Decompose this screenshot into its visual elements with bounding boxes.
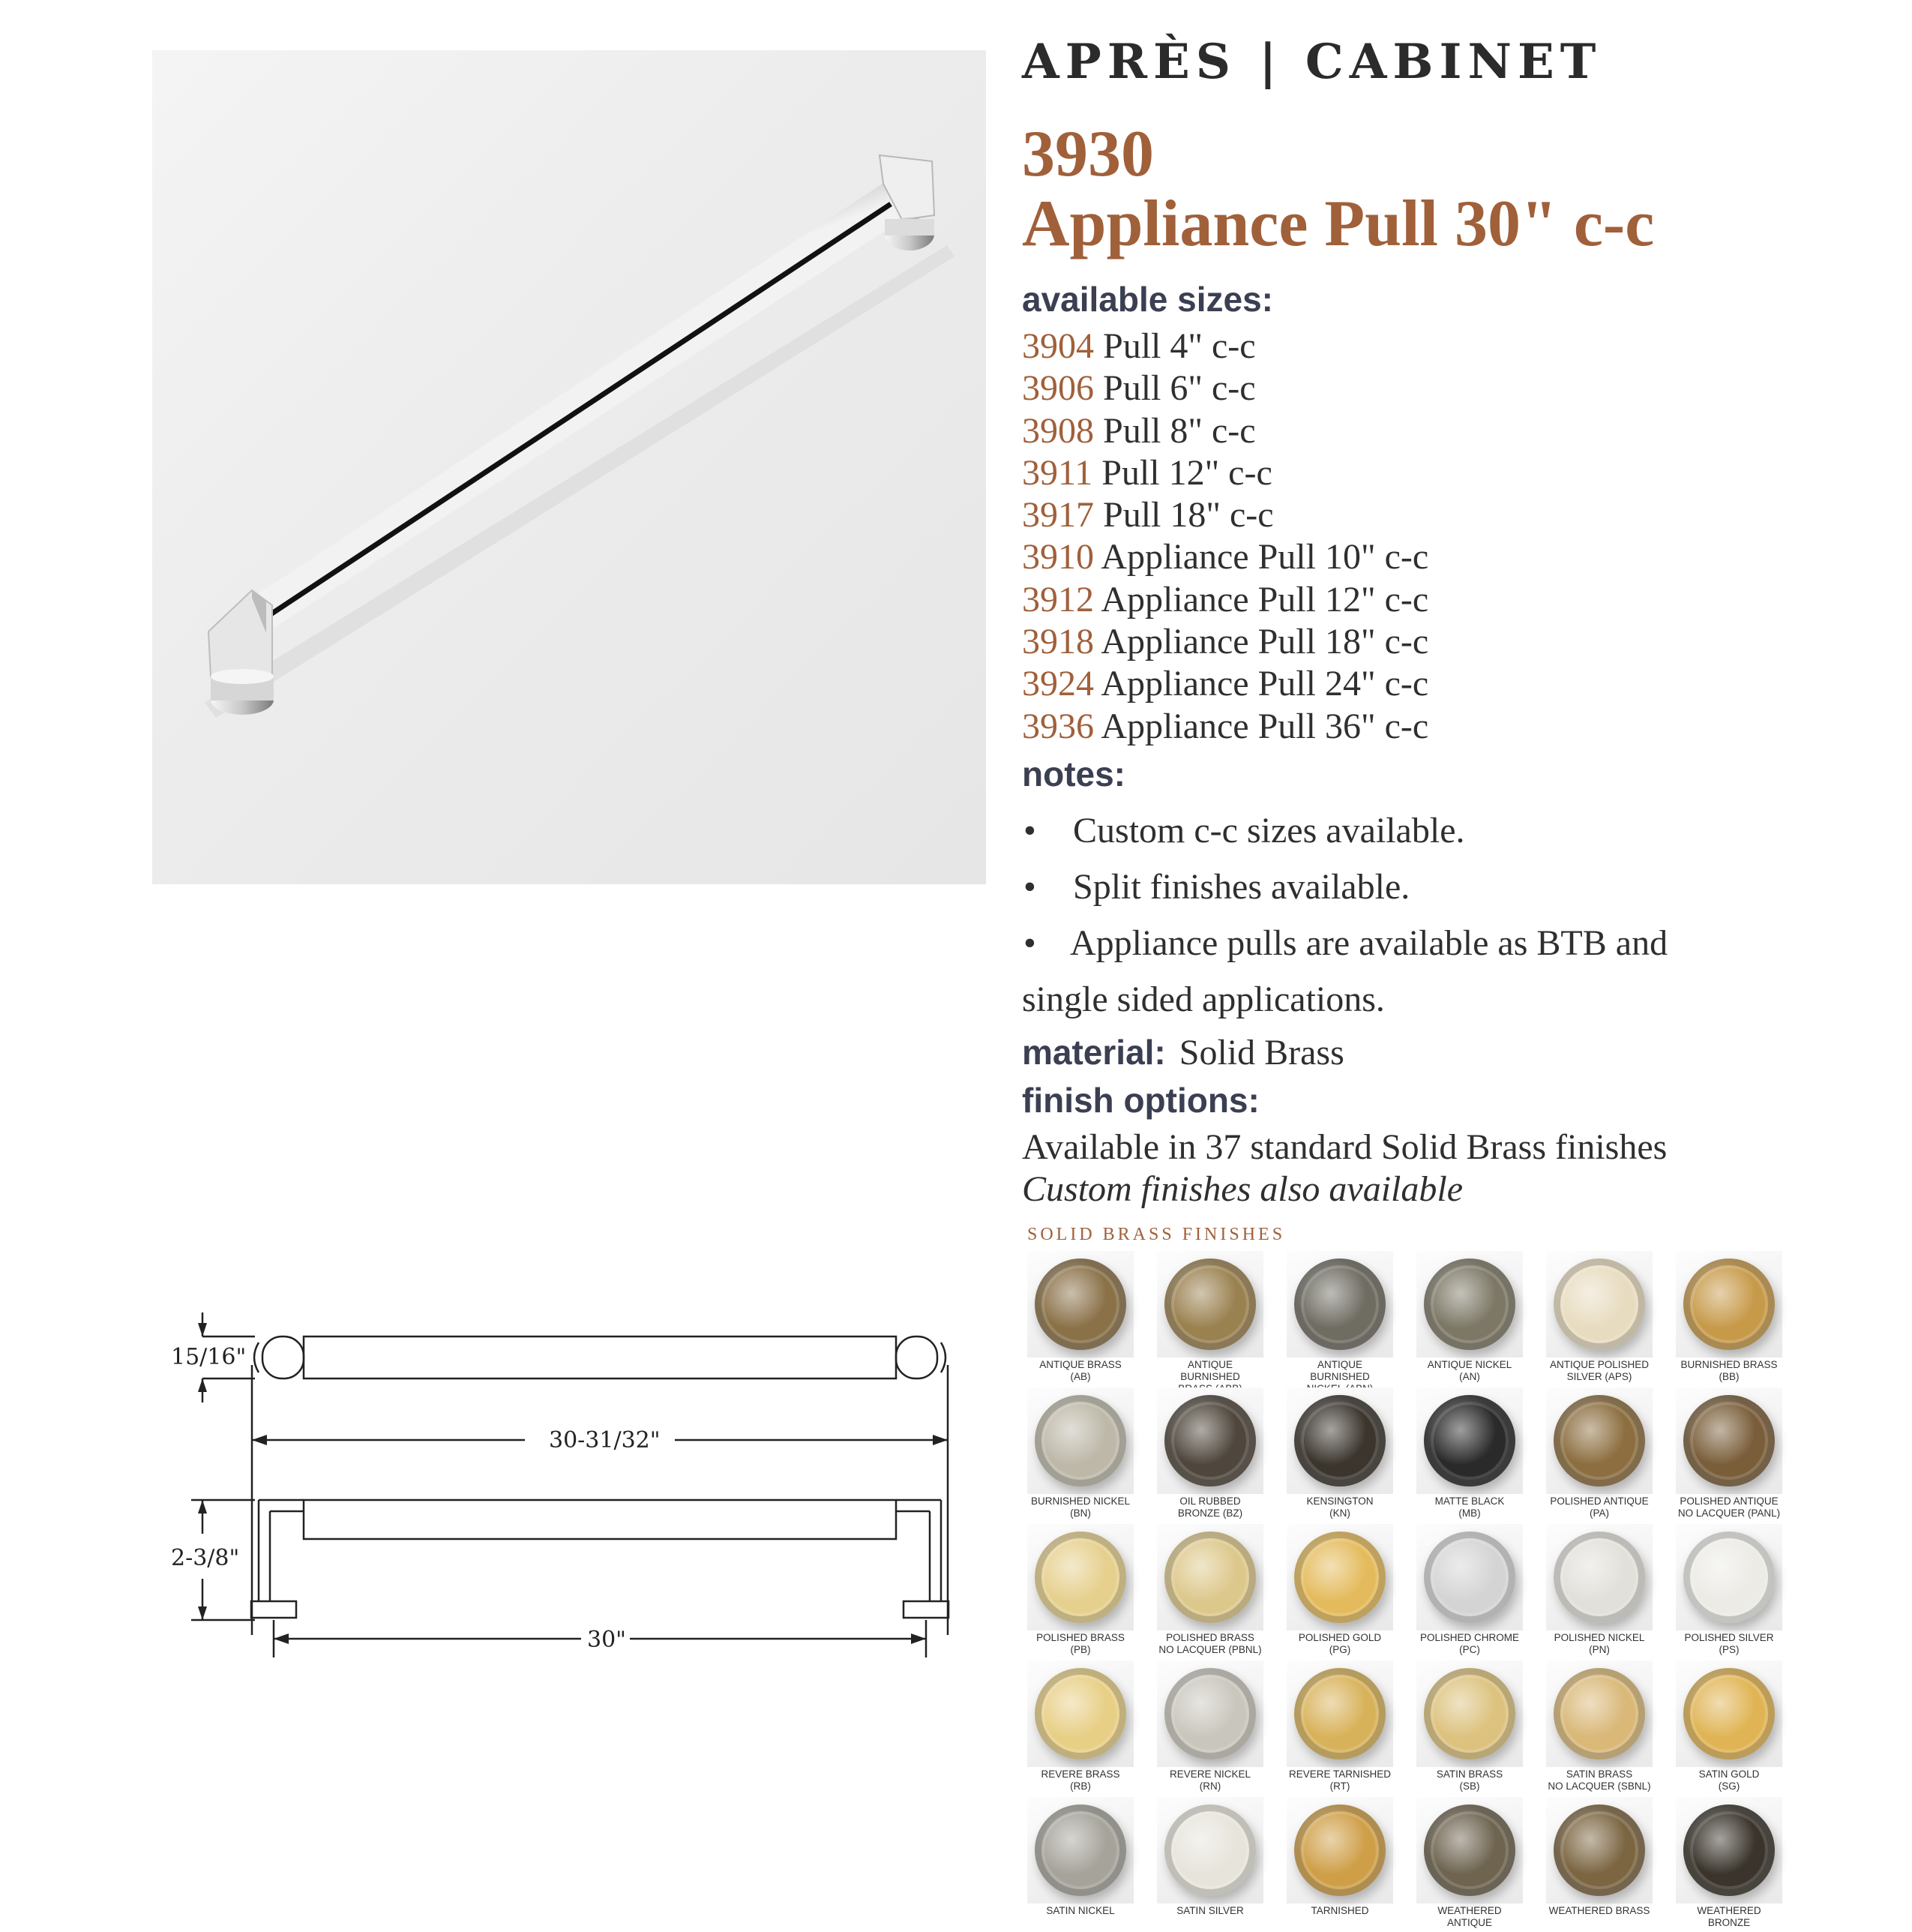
finish-swatch (1287, 1797, 1393, 1932)
finish-swatch-caption: POLISHED GOLD (PG) (1298, 1632, 1382, 1655)
finish-swatch-image (1676, 1251, 1782, 1358)
finish-swatch-image (1676, 1660, 1782, 1767)
knob-sample (1294, 1804, 1386, 1896)
finish-swatch (1416, 1388, 1523, 1522)
finish-swatch (1157, 1797, 1263, 1932)
finish-swatch-caption: KENSINGTON (KN) (1306, 1496, 1374, 1519)
finish-swatch-image (1027, 1797, 1134, 1904)
finish-swatch-caption: MATTE BLACK (MB) (1434, 1496, 1505, 1519)
finish-swatch-caption: SATIN NICKEL (1046, 1905, 1115, 1916)
material-value: Solid Brass (1179, 1033, 1344, 1072)
finish-swatch-image (1546, 1660, 1653, 1767)
size-desc: Appliance Pull 10" c-c (1094, 537, 1429, 578)
knob-sample (1683, 1804, 1775, 1896)
finish-swatch (1546, 1524, 1653, 1659)
finish-swatch-caption: OIL RUBBED BRONZE (BZ) (1177, 1496, 1243, 1519)
size-code: 3904 (1022, 326, 1094, 366)
finish-swatch-caption: ANTIQUE POLISHED SILVER (APS) (1549, 1359, 1650, 1382)
size-desc: Appliance Pull 18" c-c (1094, 622, 1429, 662)
size-desc: Appliance Pull 36" c-c (1094, 706, 1429, 746)
finish-swatch-caption: POLISHED BRASS (PB) (1036, 1632, 1125, 1655)
finish-swatch-image (1027, 1251, 1134, 1358)
size-code: 3918 (1022, 622, 1094, 662)
finish-swatch (1416, 1797, 1523, 1932)
dim-cc-label: 30" (587, 1627, 626, 1653)
size-code: 3917 (1022, 495, 1094, 536)
finish-swatch-image (1546, 1388, 1653, 1494)
finish-swatch-image (1546, 1251, 1653, 1358)
sizes-heading: available sizes: (1022, 280, 1273, 319)
material-label: material: (1022, 1033, 1166, 1072)
knob-sample (1554, 1668, 1645, 1760)
size-code: 3912 (1022, 579, 1094, 620)
swatch-title: SOLID BRASS FINISHES (1027, 1225, 1286, 1244)
finish-swatch-image (1287, 1251, 1393, 1358)
finish-swatch (1676, 1660, 1782, 1796)
model-name: Appliance Pull 30" c-c (1022, 188, 1655, 260)
finish-swatch-caption: REVERE BRASS (RB) (1041, 1768, 1120, 1792)
knob-sample (1294, 1668, 1386, 1760)
finish-swatch-image (1157, 1660, 1263, 1767)
size-code: 3924 (1022, 664, 1094, 704)
dimension-drawing (150, 1320, 990, 1680)
dim-overall-length-label: 30-31/32" (549, 1427, 661, 1454)
finish-swatch (1546, 1388, 1653, 1522)
finish-swatch-caption: ANTIQUE NICKEL (AN) (1427, 1359, 1512, 1382)
finish-swatch-image (1157, 1388, 1263, 1494)
finish-swatch-image (1416, 1660, 1523, 1767)
finish-swatch (1027, 1388, 1134, 1522)
knob-sample (1035, 1804, 1126, 1896)
knob-sample (1554, 1395, 1645, 1486)
note-item: • Appliance pulls are available as BTB and single sided applications. (1022, 915, 1757, 1028)
notes-heading: notes: (1022, 754, 1125, 794)
finish-swatch-image (1157, 1524, 1263, 1630)
side-view-bar (304, 1500, 896, 1539)
finish-swatch-image (1416, 1797, 1523, 1904)
finish-swatch (1676, 1251, 1782, 1386)
knob-sample (1424, 1804, 1515, 1896)
finish-swatch-caption: ANTIQUE BURNISHED (1310, 1359, 1370, 1382)
dim-projection-label: 2-3/8" (171, 1545, 240, 1571)
top-view-left-end (262, 1336, 304, 1378)
size-desc: Appliance Pull 24" c-c (1094, 664, 1429, 704)
finish-swatch-caption: WEATHERED BRASS (1548, 1905, 1650, 1916)
finish-swatch-caption: POLISHED SILVER (PS) (1684, 1632, 1774, 1655)
finish-swatch-caption: TARNISHED (1311, 1905, 1369, 1916)
size-item (1022, 326, 1428, 368)
finish-swatch (1546, 1797, 1653, 1932)
knob-sample (1683, 1395, 1775, 1486)
finish-swatch-grid (1027, 1251, 1792, 1932)
knob-sample (1424, 1532, 1515, 1623)
finish-swatch (1157, 1660, 1263, 1796)
finish-swatch-image (1027, 1660, 1134, 1767)
knob-sample (1035, 1532, 1126, 1623)
top-view-right-end (896, 1336, 937, 1378)
finish-swatch-caption: REVERE TARNISHED (RT) (1288, 1768, 1392, 1792)
finish-options-text (1022, 1126, 1667, 1210)
knob-sample (1035, 1668, 1126, 1760)
finish-swatch-image (1676, 1797, 1782, 1904)
size-code: 3910 (1022, 537, 1094, 578)
finish-swatch (1676, 1388, 1782, 1522)
finish-swatch (1416, 1251, 1523, 1386)
knob-sample (1164, 1668, 1256, 1760)
size-desc: Pull 8" c-c (1094, 410, 1256, 451)
size-item (1022, 452, 1428, 494)
finish-swatch (1157, 1524, 1263, 1659)
finish-swatch-image (1416, 1388, 1523, 1494)
appliance-pull-image (152, 50, 986, 884)
finish-swatch-image (1287, 1660, 1393, 1767)
finish-custom-text: Custom finishes also available (1022, 1169, 1463, 1209)
finish-swatch-caption: SATIN BRASS NO LACQUER (SBNL) (1548, 1768, 1651, 1792)
size-item (1022, 410, 1428, 452)
finish-swatch-caption: SATIN BRASS (SB) (1436, 1768, 1503, 1792)
sizes-list (1022, 326, 1428, 748)
knob-sample (1424, 1395, 1515, 1486)
size-item (1022, 368, 1428, 410)
finish-swatch (1027, 1524, 1134, 1659)
finish-swatch-caption: POLISHED ANTIQUE NO LACQUER (PANL) (1677, 1496, 1781, 1519)
size-item (1022, 536, 1428, 578)
knob-sample (1164, 1804, 1256, 1896)
finish-swatch (1027, 1797, 1134, 1932)
finish-swatch-caption: BURNISHED BRASS (BB) (1680, 1359, 1778, 1382)
knob-sample (1554, 1258, 1645, 1350)
finish-swatch-caption: WEATHERED ANTIQUE (1437, 1905, 1502, 1928)
knob-sample (1683, 1532, 1775, 1623)
knob-sample (1035, 1395, 1126, 1486)
knob-sample (1554, 1804, 1645, 1896)
finish-swatch-caption: POLISHED NICKEL (PN) (1554, 1632, 1645, 1655)
size-item (1022, 621, 1428, 663)
finish-swatch-image (1157, 1797, 1263, 1904)
finish-swatch-caption: SATIN GOLD (SG) (1698, 1768, 1760, 1792)
finish-swatch-image (1027, 1524, 1134, 1630)
finish-swatch-image (1546, 1797, 1653, 1904)
size-desc: Pull 4" c-c (1094, 326, 1256, 366)
finish-swatch (1027, 1660, 1134, 1796)
finish-swatch (1676, 1797, 1782, 1932)
finish-swatch-caption: WEATHERED BRONZE (1697, 1905, 1761, 1928)
finish-swatch-image (1027, 1388, 1134, 1494)
knob-sample (1554, 1532, 1645, 1623)
finish-swatch (1157, 1388, 1263, 1522)
size-item (1022, 494, 1428, 536)
note-item: • Custom c-c sizes available. (1022, 802, 1757, 859)
finish-swatch-caption: BURNISHED NICKEL (BN) (1030, 1496, 1131, 1519)
finish-swatch-caption: POLISHED ANTIQUE (PA) (1550, 1496, 1649, 1519)
size-desc: Pull 12" c-c (1092, 452, 1272, 493)
finish-swatch (1546, 1251, 1653, 1386)
finish-options-heading: finish options: (1022, 1081, 1260, 1120)
finish-swatch (1027, 1251, 1134, 1386)
note-item: • Split finishes available. (1022, 859, 1757, 915)
finish-swatch-image (1157, 1251, 1263, 1358)
finish-swatch-image (1546, 1524, 1653, 1630)
product-photo (152, 50, 986, 884)
finish-swatch-caption: REVERE NICKEL (RN) (1169, 1768, 1251, 1792)
notes-list (1022, 802, 1757, 1028)
finish-swatch (1416, 1660, 1523, 1796)
finish-swatch (1287, 1388, 1393, 1522)
finish-swatch (1546, 1660, 1653, 1796)
finish-standard-text: Available in 37 standard Solid Brass finishes (1022, 1127, 1668, 1167)
knob-sample (1164, 1395, 1256, 1486)
finish-swatch (1287, 1251, 1393, 1386)
finish-swatch (1287, 1524, 1393, 1659)
size-code: 3908 (1022, 410, 1094, 451)
knob-sample (1294, 1258, 1386, 1350)
knob-sample (1164, 1258, 1256, 1350)
finish-swatch-image (1287, 1388, 1393, 1494)
knob-sample (1683, 1258, 1775, 1350)
size-code: 3936 (1022, 706, 1094, 746)
size-desc: Pull 18" c-c (1094, 495, 1274, 536)
finish-swatch-image (1287, 1797, 1393, 1904)
finish-swatch (1287, 1660, 1393, 1796)
model-number: 3930 (1022, 118, 1154, 190)
finish-swatch-image (1287, 1524, 1393, 1630)
knob-sample (1683, 1668, 1775, 1760)
brand-title: APRÈS | CABINET (1022, 34, 1602, 90)
finish-swatch-image (1676, 1388, 1782, 1494)
finish-swatch-image (1416, 1251, 1523, 1358)
size-desc: Pull 6" c-c (1094, 368, 1256, 409)
knob-sample (1035, 1258, 1126, 1350)
knob-sample (1164, 1532, 1256, 1623)
material-row (1022, 1035, 1344, 1071)
finish-swatch (1157, 1251, 1263, 1386)
size-item (1022, 706, 1428, 748)
finish-swatch-caption: SATIN SILVER (1176, 1905, 1244, 1916)
knob-sample (1294, 1395, 1386, 1486)
size-item (1022, 579, 1428, 621)
finish-swatch (1416, 1524, 1523, 1659)
finish-swatch-caption: POLISHED CHROME (PC) (1419, 1632, 1520, 1655)
size-item (1022, 663, 1428, 705)
finish-swatch (1676, 1524, 1782, 1659)
finish-swatch-caption: ANTIQUE BURNISHED (1180, 1359, 1240, 1382)
finish-swatch-image (1676, 1524, 1782, 1630)
finish-swatch-caption: POLISHED BRASS NO LACQUER (PBNL) (1158, 1632, 1262, 1655)
knob-sample (1294, 1532, 1386, 1623)
finish-swatch-caption: ANTIQUE BRASS (AB) (1039, 1359, 1122, 1382)
dim-height-label: 15/16" (171, 1344, 247, 1370)
knob-sample (1424, 1258, 1515, 1350)
knob-sample (1424, 1668, 1515, 1760)
size-code: 3906 (1022, 368, 1094, 409)
size-desc: Appliance Pull 12" c-c (1094, 579, 1429, 620)
size-code: 3911 (1022, 452, 1093, 493)
top-view-bar (304, 1336, 896, 1378)
finish-swatch-image (1416, 1524, 1523, 1630)
